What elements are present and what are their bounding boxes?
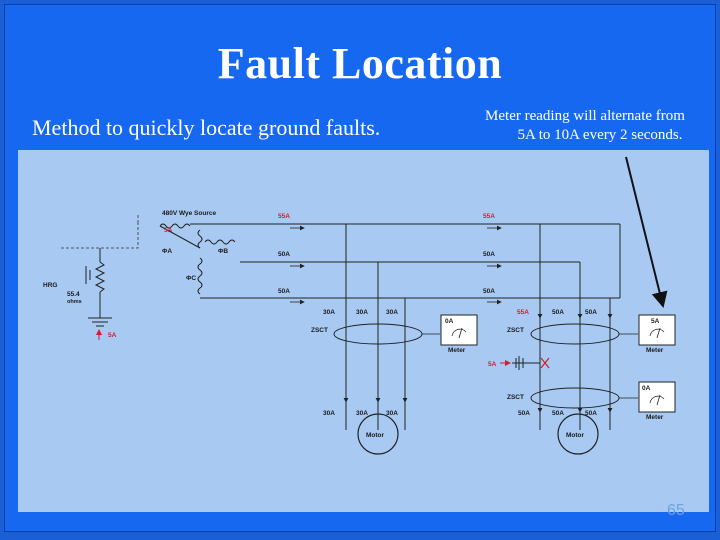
motor-2-label: Motor xyxy=(566,432,585,439)
load1-bottom-b: 30A xyxy=(356,410,368,417)
zsct-3 xyxy=(531,388,619,408)
zsct-2 xyxy=(531,324,619,344)
wye-source xyxy=(160,224,235,294)
load2-top-a: 55A xyxy=(517,309,529,316)
load1-feeders xyxy=(346,224,405,430)
bus-current-c-right: 50A xyxy=(483,288,495,295)
meter-3-label: Meter xyxy=(646,414,664,421)
phase-c-label: ΦC xyxy=(186,275,197,282)
ground-fault xyxy=(500,356,549,370)
bus-current-a: 55A xyxy=(278,213,290,220)
load1-top-b: 30A xyxy=(356,309,368,316)
hrg-grounding xyxy=(86,248,112,326)
source-neutral-current: 5A xyxy=(164,227,173,234)
bus-current-c: 50A xyxy=(278,288,290,295)
bus-current-a-right: 55A xyxy=(483,213,495,220)
slide-title: Fault Location xyxy=(217,39,503,88)
dashed-boundary xyxy=(60,222,138,248)
load1-top-c: 30A xyxy=(386,309,398,316)
load1-bottom-c: 30A xyxy=(386,410,398,417)
load2-bottom-a: 50A xyxy=(518,410,530,417)
meter-1-label: Meter xyxy=(448,347,466,354)
load2-top-c: 50A xyxy=(585,309,597,316)
load2-bottom-b: 50A xyxy=(552,410,564,417)
load2-top-b: 50A xyxy=(552,309,564,316)
page-number: 65 xyxy=(667,502,685,519)
phase-a-label: ΦA xyxy=(162,248,173,255)
resistor-value: 55.4 xyxy=(67,291,80,298)
meter-1-reading: 0A xyxy=(445,318,454,325)
phase-b-label: ΦB xyxy=(218,248,229,255)
fault-current: 5A xyxy=(488,361,497,368)
bus-current-b-right: 50A xyxy=(483,251,495,258)
zsct-2-label: ZSCT xyxy=(507,327,524,334)
load2-bottom-c: 50A xyxy=(585,410,597,417)
bus-current-b: 50A xyxy=(278,251,290,258)
zsct-1-label: ZSCT xyxy=(311,327,328,334)
meter-note-line1: Meter reading will alternate from xyxy=(485,108,685,124)
meter-note-line2: 5A to 10A every 2 seconds. xyxy=(517,127,683,143)
load1-top-a: 30A xyxy=(323,309,335,316)
meter-3-reading: 0A xyxy=(642,385,651,392)
load2-feeders xyxy=(540,224,610,430)
bus-lines xyxy=(190,224,620,298)
load1-bottom-a: 30A xyxy=(323,410,335,417)
meter-2-label: Meter xyxy=(646,347,664,354)
resistor-unit: ohms xyxy=(67,299,82,305)
ground-current: 5A xyxy=(108,332,117,339)
pointer-arrow xyxy=(626,157,663,306)
zsct-3-label: ZSCT xyxy=(507,394,524,401)
source-label: 480V Wye Source xyxy=(162,210,217,217)
method-text: Method to quickly locate ground faults. xyxy=(32,115,381,140)
hrg-label: HRG xyxy=(43,282,58,289)
meter-2-reading: 5A xyxy=(651,318,660,325)
motor-1-label: Motor xyxy=(366,432,385,439)
